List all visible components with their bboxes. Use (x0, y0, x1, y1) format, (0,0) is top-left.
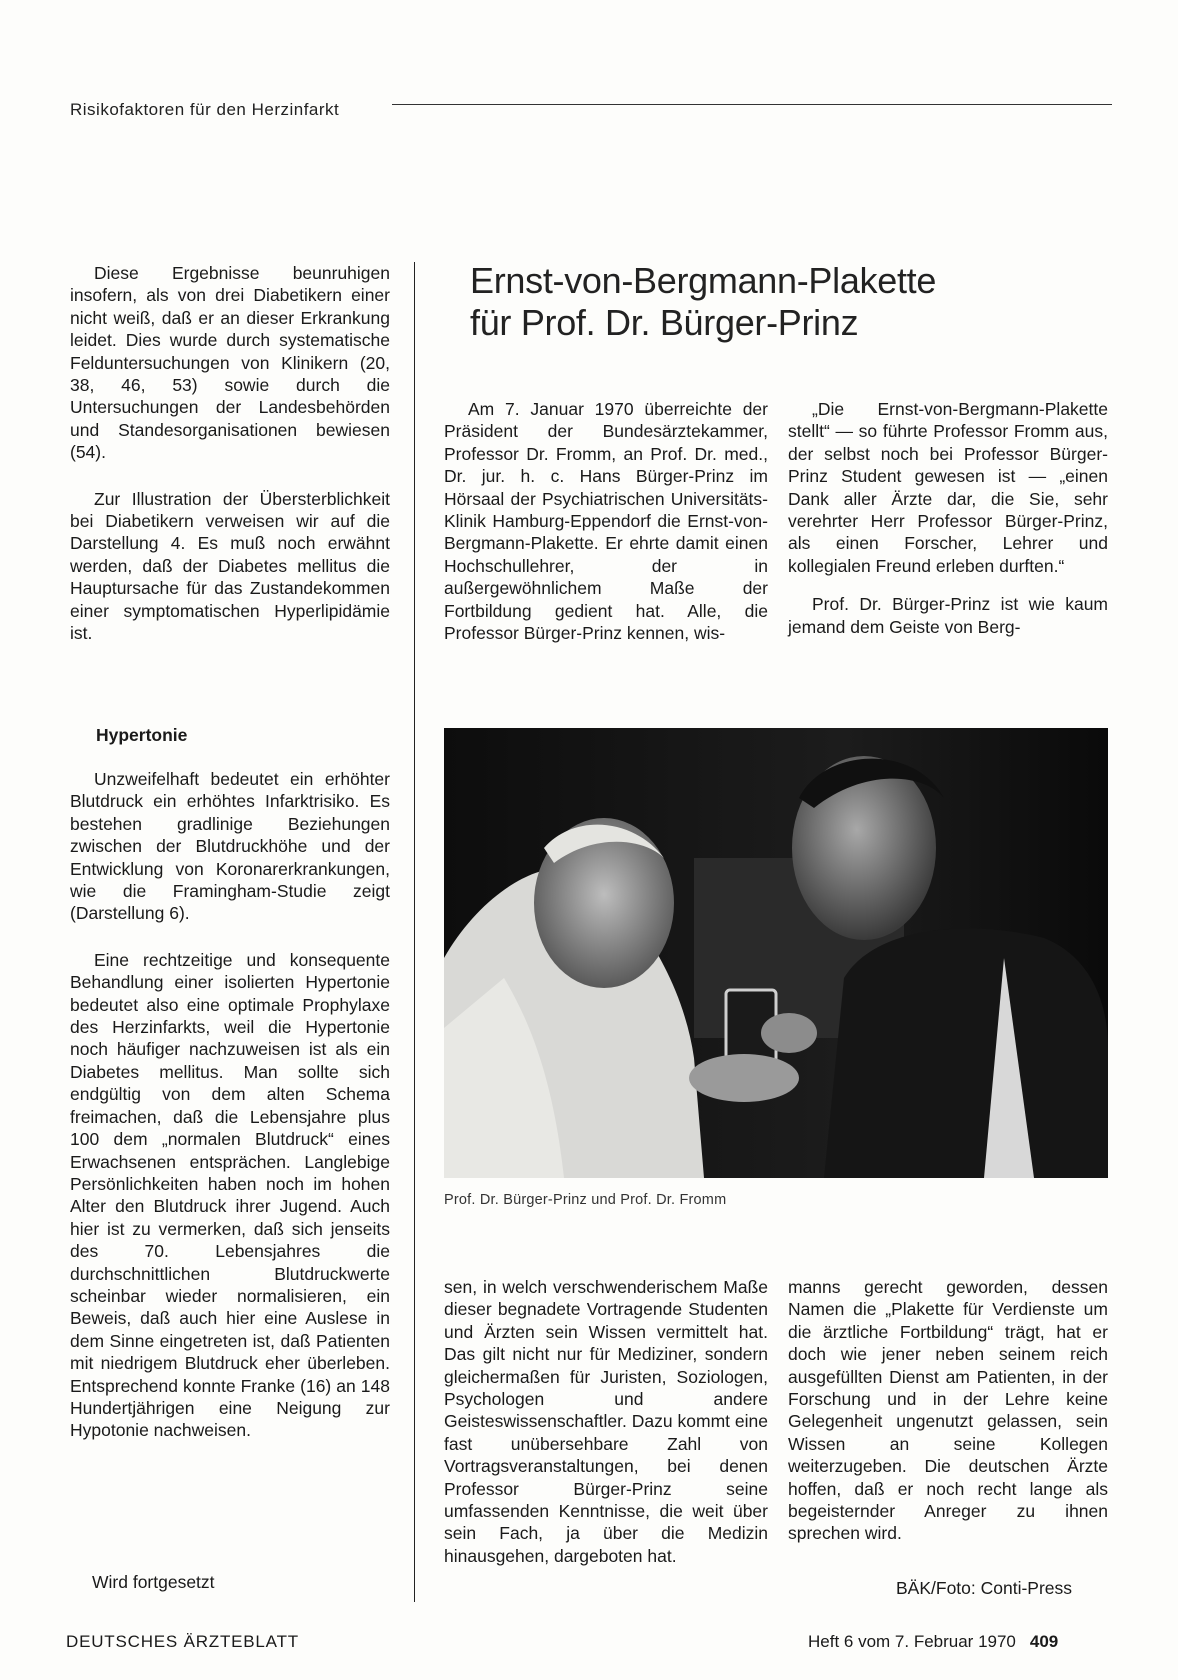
photo-caption: Prof. Dr. Bürger-Prinz und Prof. Dr. Fromm (444, 1192, 727, 1208)
article-continuation-paragraph: sen, in welch verschwenderischem Maße dieser begnadete Vortragende Studenten und Ärzten sein Wissen vermittelt hat. Das gilt nicht nur für Mediziner, sondern gleichermaßen für Juristen, Soziologen, Psychologen und andere Geisteswissenschaftler. Dazu kommt eine fast unübersehbare Zahl von Vortragsveranstaltungen, bei denen Professor Bürger-Prinz seine umfassenden Kenntnisse, die weit über sein Fach, ja über die Medizin hinausgehen, dargeboten hat. (444, 1277, 768, 1566)
article-title (470, 260, 1110, 344)
article-bergmann-paragraph: Prof. Dr. Bürger-Prinz ist wie kaum jemand dem Geiste von Berg- (788, 594, 1108, 637)
column-divider (414, 262, 415, 1602)
article-closing-paragraph: manns gerecht geworden, dessen Namen die „Plakette für Verdienste um die ärztliche Fortbildung“ trägt, hat er doch wie jener neben seinem reich ausgefüllten Dienst am Patienten, in der Forschung und in der Lehre keine Gelegenheit ungenutzt gelassen, sein Wissen an seine Kollegen weiterzugeben. Die deutschen Ärzte hoffen, daß er noch recht lange als begeisternder Anreger zu ihnen sprechen wird. (788, 1277, 1108, 1544)
award-photo (444, 728, 1108, 1178)
article-title-line-2: für Prof. Dr. Bürger-Prinz (470, 302, 859, 343)
article-col2-top (788, 398, 1108, 662)
article-col1-top (444, 398, 768, 668)
paragraph-blood-pressure: Unzweifelhaft bedeutet ein erhöhter Blutdruck ein erhöhtes Infarktrisiko. Es bestehen gradlinige Beziehungen zwischen der Blutdruckhöhe und der Entwicklung von Koronarerkrankungen, wie die Framingham-Studie zeigt (Darstellung 6). (70, 769, 390, 924)
article-intro-paragraph: Am 7. Januar 1970 überreichte der Präsident der Bundesärztekammer, Professor Dr. Fromm, an Prof. Dr. med., Dr. jur. h. c. Hans Bürger-Prinz im Hörsaal der Psychiatrischen Universitäts-Klinik Hamburg-Eppendorf die Ernst-von-Bergmann-Plakette. Er ehrte damit einen Hochschullehrer, der in außergewöhnlichem Maße der Fortbildung gedient hat. Alle, die Professor Bürger-Prinz kennen, wis- (444, 399, 768, 644)
paragraph-diabetes-results: Diese Ergebnisse beunruhigen insofern, als von drei Diabetikern einer nicht weiß, daß er an dieser Erkrankung leidet. Dies wurde durch systematische Felduntersuchungen von Klinikern (20, 38, 46, 53) sowie durch die Untersuchungen der Landesbehörden und Standesorganisationen bewiesen (54). (70, 263, 390, 463)
article-quote-paragraph: „Die Ernst-von-Bergmann-Plakette stellt“ — so führte Professor Fromm aus, der selbst noch bei Professor Bürger-Prinz Student gewesen ist — „einen Dank aller Ärzte dar, die Sie, sehr verehrter Herr Professor Bürger-Prinz, als einen Forscher, Lehrer und kollegialen Freund erleben durften.“ (788, 399, 1108, 576)
article-title-line-1: Ernst-von-Bergmann-Plakette (470, 260, 937, 301)
subheading-hypertonie: Hypertonie (96, 725, 188, 745)
paragraph-treatment: Eine rechtzeitige und konsequente Behandlung einer isolierten Hypertonie bedeutet also eine optimale Prophylaxe des Herzinfarkts, weil die Hypertonie noch häufiger nachzuweisen ist als ein Diabetes mellitus. Man sollte sich endgültig von dem alten Schema freimachen, daß die Lebensjahre plus 100 dem „normalen Blutdruck“ eines Erwachsenen entsprächen. Langlebige Persönlichkeiten haben noch im hohen Alter den Blutdruck ihrer Jugend. Auch hier ist zu vermerken, daß sich jenseits des 70. Lebensjahres die durchschnittlichen Blutdruckwerte scheinbar wieder normalisieren, ein Beweis, daß auch hier eine Auslese in dem Sinne eingetreten ist, daß Patienten mit niedrigem Blutdruck eher überleben. Entsprechend konnte Franke (16) an 148 Hundertjährigen eine Neigung zur Hypotonie nachweisen. (70, 949, 390, 1441)
journal-name: DEUTSCHES ÄRZTEBLATT (66, 1632, 299, 1651)
award-photo-image (444, 728, 1108, 1178)
header-rule (392, 104, 1112, 105)
issue-date: Heft 6 vom 7. Februar 1970 (808, 1632, 1016, 1651)
running-head: Risikofaktoren für den Herzinfarkt (70, 100, 340, 119)
left-column-top (70, 262, 390, 669)
article-col2-bottom (788, 1276, 1108, 1569)
issue-info (808, 1632, 1058, 1652)
page-number: 409 (1029, 1632, 1059, 1651)
continued-note: Wird fortgesetzt (92, 1572, 215, 1592)
left-column-bottom (70, 768, 390, 1466)
article-col1-bottom (444, 1276, 768, 1591)
photo-credit: BÄK/Foto: Conti-Press (896, 1578, 1073, 1598)
paragraph-illustration: Zur Illustration der Übersterblichkeit bei Diabetikern verweisen wir auf die Darstellung 4. Es muß noch erwähnt werden, daß der Diabetes mellitus die Hauptursache für das Zustandekommen einer symptomatischen Hyperlipidämie ist. (70, 488, 390, 644)
